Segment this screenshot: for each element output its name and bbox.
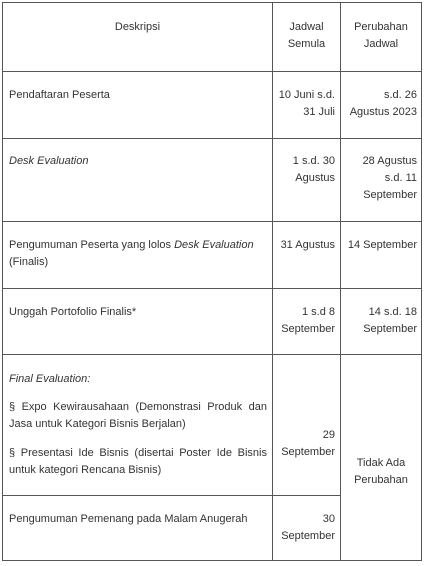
- row-desc: Pengumuman Peserta yang lolos Desk Evaluation (Finalis): [9, 239, 254, 268]
- row-jadwal-semula: 31 Agustus: [280, 239, 335, 251]
- final-perubahan: Tidak Ada Perubahan: [354, 457, 408, 486]
- row-jadwal-semula: 10 Juni s.d. 31 Juli: [278, 89, 335, 118]
- row-desc: Unggah Portofolio Finalis*: [9, 306, 137, 318]
- final-evaluation-item-expo: § Expo Kewirausahaan (Demonstrasi Produk dan Jasa untuk Kategori Bisnis Berjalan): [9, 401, 267, 430]
- row-divider: [3, 288, 421, 289]
- row-divider: [3, 221, 421, 222]
- row-perubahan: s.d. 26 Agustus 2023: [349, 89, 417, 118]
- row-perubahan: 28 Agustus s.d. 11 September: [362, 155, 417, 201]
- row-perubahan: 14 s.d. 18 September: [363, 306, 417, 335]
- row-perubahan: 14 September: [347, 239, 417, 251]
- row-divider: [3, 138, 421, 139]
- row-jadwal-semula: 30 September: [281, 513, 335, 542]
- final-jadwal-semula: 29 September: [281, 429, 335, 458]
- final-evaluation-item-presentasi: § Presentasi Ide Bisnis (disertai Poster Ide Bisnis untuk kategori Rencana Bisnis): [9, 447, 267, 476]
- row-jadwal-semula: 1 s.d 8 September: [281, 306, 335, 335]
- final-evaluation-title: Final Evaluation:: [9, 373, 91, 385]
- row-divider: [3, 71, 421, 72]
- header-deskripsi: Deskripsi: [114, 21, 161, 33]
- header-perubahan-jadwal: Perubahan Jadwal: [354, 21, 408, 50]
- row-jadwal-semula: 1 s.d. 30 Agustus: [292, 155, 335, 184]
- schedule-table: [2, 2, 422, 561]
- row-desc: Desk Evaluation: [9, 155, 89, 167]
- header-jadwal-semula: Jadwal Semula: [287, 21, 326, 50]
- row-divider: [3, 354, 421, 355]
- row-desc: Pengumuman Pemenang pada Malam Anugerah: [9, 513, 248, 525]
- row-divider: [3, 495, 340, 496]
- row-desc: Pendaftaran Peserta: [9, 89, 110, 101]
